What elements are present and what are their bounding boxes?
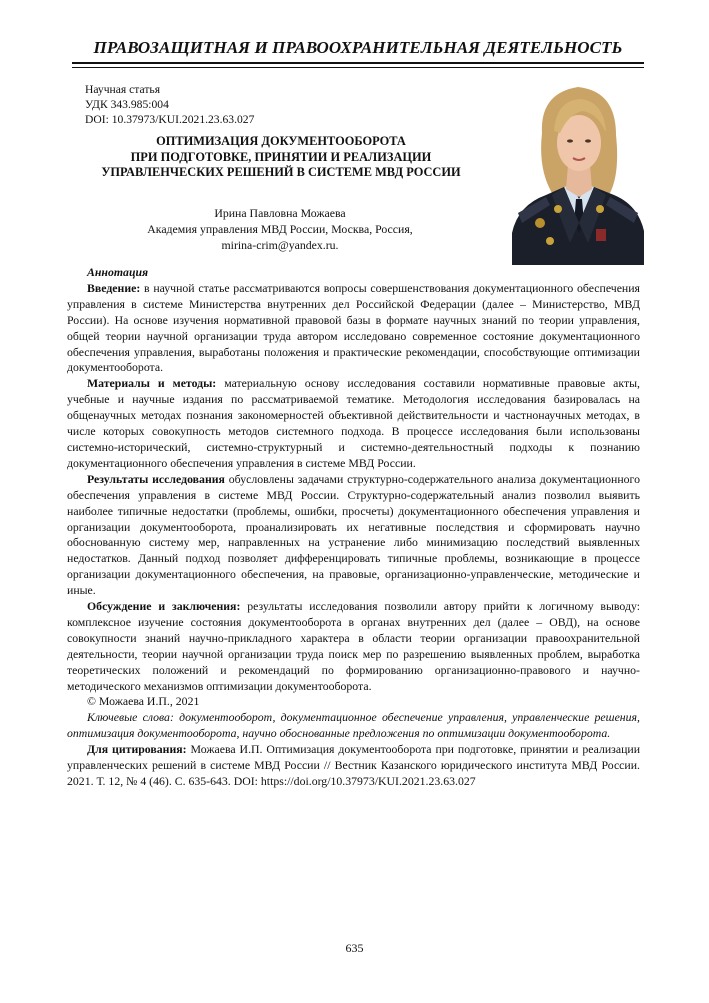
abstract-introduction — [67, 281, 640, 376]
article-meta — [85, 82, 254, 127]
header-rule-thin — [72, 67, 644, 68]
udk-code: УДК 343.985:004 — [85, 98, 169, 111]
section-label: Введение: — [87, 280, 141, 295]
author-email: mirina-crim@yandex.ru. — [221, 238, 339, 252]
abstract-results — [67, 472, 640, 599]
article-title — [76, 134, 486, 181]
doi: DOI: 10.37973/KUI.2021.23.63.027 — [85, 113, 255, 126]
citation-label: Для цитирования: — [87, 742, 187, 757]
section-text: в научной статье рассматриваются вопросы совершенствования документационного обеспечения управления в системе Министерства внутренних дел Российской Федерации (далее – Министерство, МВД России). На основе изучения нормативной правовой базы в формате научных знаний по теории управления, общей теории научной организации труда автором исследовано современное состояние документационного обеспечения управления, выработаны положения и практические рекомендации, способствующие оптимизации документооборота. — [67, 280, 640, 375]
abstract-methods — [67, 376, 640, 471]
title-line: УПРАВЛЕНЧЕСКИХ РЕШЕНИЙ В СИСТЕМЕ МВД РОССИИ — [101, 165, 461, 179]
author-block — [110, 205, 450, 253]
section-text: материальную основу исследования составили нормативные правовые акты, учебные и научные издания по рассматриваемой тематике. Методология исследования базировалась на общенаучных методах познания закономерностей объективной действительности и частнонаучных методах, в числе которых совокупность методов системного подхода. В процессе исследования были использованы системно-исторический, системно-структурный и системно-деятельностный подходы к познанию документационного обеспечения управления в системе МВД России. — [67, 376, 640, 470]
section-text: обусловлены задачами структурно-содержательного анализа документационного обеспечения управления в системе МВД России. Структурно-содержательный анализ позволил выявить наиболее типичные недостатки (проблемы, ошибки, просчеты) документационного обеспечения управления и организации документооборота, проанализировать их негативные последствия и сформировать научно обоснованную систему мер, направленных на устранение либо минимизацию последствий выявленных недостатков. Данный подход позволяет дифференцировать типичные проблемы, возникающие в процессе организации документационного обеспечения, на правовые, организационно-управленческие, методические и иные. — [67, 471, 640, 598]
section-text: результаты исследования позволили автору прийти к логичному выводу: комплексное изучение состояния документооборота в органах внутренних дел (далее – ОВД), на основе совокупности знаний научно-прикладного характера в области теории организации правоохранительной деятельности, теории научной организации труда поиск мер по разрешению выявленных проблем, выработка теоретических положений и рекомендаций по формированию организационно-правового и научно-методического механизмов оптимизации документооборота. — [67, 599, 640, 693]
citation — [67, 742, 640, 790]
abstract-heading: Аннотация — [87, 265, 149, 279]
section-label: Обсуждение и заключения: — [87, 599, 241, 614]
abstract-discussion — [67, 599, 640, 694]
abstract-body — [67, 265, 640, 790]
keywords-text: документооборот, документационное обеспечение управления, управленческие решения, оптимизация документооборота, научно обоснованные предложения по оптимизации документооборота. — [67, 710, 640, 741]
title-line: ПРИ ПОДГОТОВКЕ, ПРИНЯТИИ И РЕАЛИЗАЦИИ — [130, 149, 432, 164]
author-affiliation: Академия управления МВД России, Москва, Россия, — [147, 222, 413, 236]
author-name: Ирина Павловна Можаева — [214, 206, 346, 220]
section-label: Материалы и методы: — [87, 376, 217, 391]
author-photo — [512, 73, 644, 265]
page-number: 635 — [345, 941, 364, 955]
section-label: Результаты исследования — [87, 471, 225, 486]
journal-section-header: ПРАВОЗАЩИТНАЯ И ПРАВООХРАНИТЕЛЬНАЯ ДЕЯТЕЛЬНОСТЬ — [93, 38, 623, 57]
keywords-label: Ключевые слова: — [87, 710, 174, 725]
title-line: ОПТИМИЗАЦИЯ ДОКУМЕНТООБОРОТА — [156, 134, 406, 148]
article-type: Научная статья — [85, 83, 161, 96]
copyright: © Можаева И.П., 2021 — [87, 694, 200, 709]
keywords — [67, 710, 640, 742]
header-rule-thick — [72, 62, 644, 64]
citation-text: Можаева И.П. Оптимизация документооборота при подготовке, принятии и реализации управленческих решений в системе МВД России // Вестник Казанского юридического института МВД России. 2021. Т. 12, № 4 (46). С. 635-643. DOI: https://doi.org/10.37973/KUI.2021.23.63.027 — [67, 742, 641, 788]
